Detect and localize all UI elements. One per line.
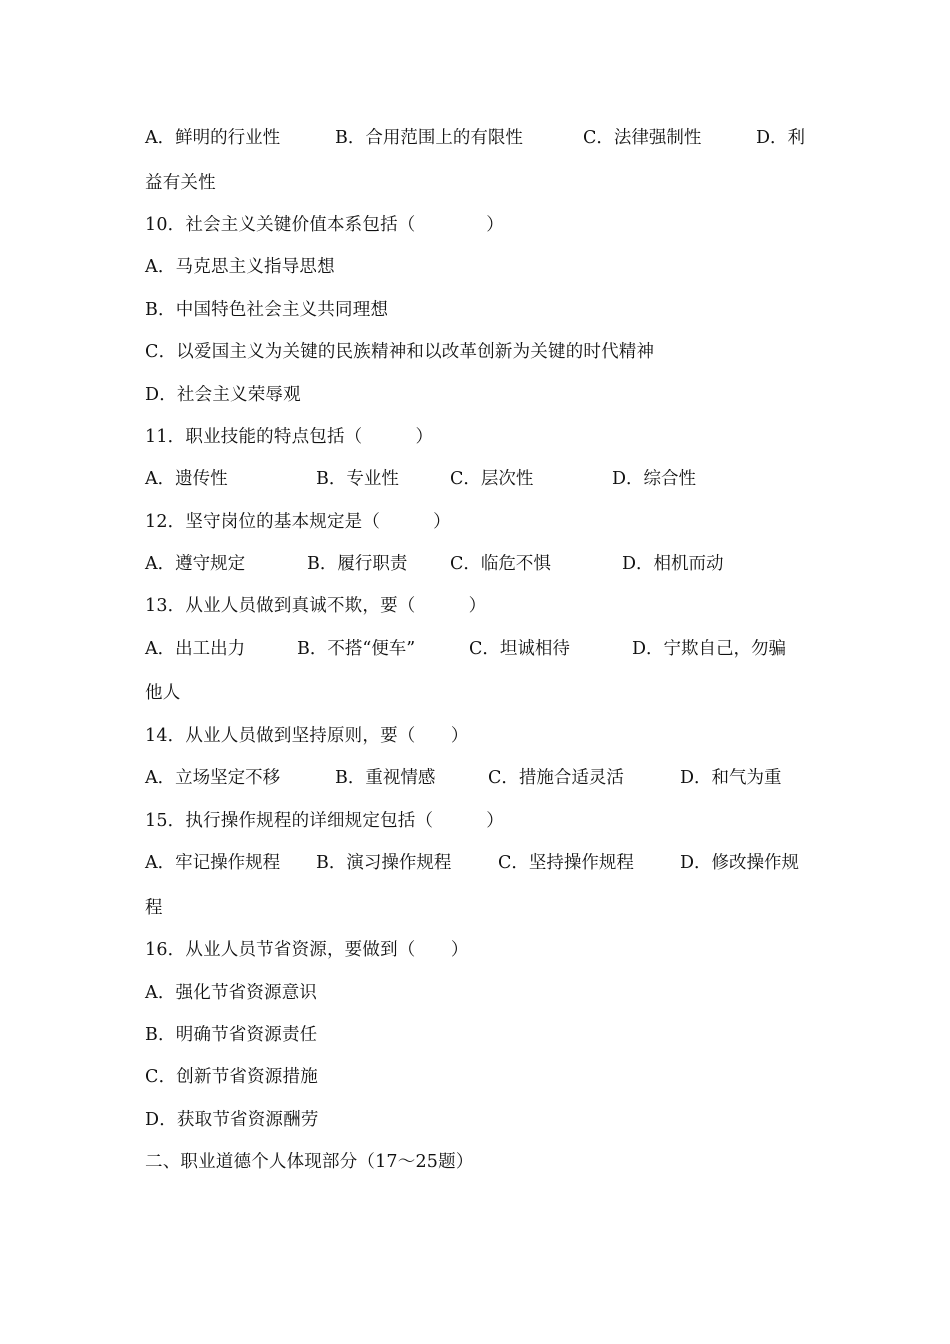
q10-option-c: C．以爱国主义为关键的民族精神和以改革创新为关键的时代精神 [145, 342, 655, 362]
q15-option-d: D．修改操作规 [680, 853, 800, 873]
q13-stem: 13．从业人员做到真诚不欺，要（ ） [145, 596, 487, 616]
q12-option-a: A．遵守规定 [145, 554, 246, 574]
q13-option-d-continued: 他人 [145, 683, 181, 703]
q11-stem: 11．职业技能的特点包括（ ） [145, 427, 434, 447]
q12-option-d: D．相机而动 [622, 554, 724, 574]
q10-option-b: B．中国特色社会主义共同理想 [145, 300, 389, 320]
q16-option-a: A．强化节省资源意识 [145, 983, 318, 1003]
q11-option-c: C．层次性 [450, 469, 534, 489]
q10-option-d: D．社会主义荣辱观 [145, 385, 301, 405]
q13-option-d: D．宁欺自己，勿骗 [632, 639, 787, 659]
q12-stem: 12．坚守岗位的基本规定是（ ） [145, 512, 451, 532]
q16-option-d: D．获取节省资源酬劳 [145, 1110, 319, 1130]
q14-option-c: C．措施合适灵活 [488, 768, 624, 788]
q16-option-b: B．明确节省资源责任 [145, 1025, 318, 1045]
section-heading: 二、职业道德个人体现部分（17～25题） [145, 1152, 474, 1172]
q15-option-c: C．坚持操作规程 [498, 853, 634, 873]
q14-option-b: B．重视情感 [335, 768, 436, 788]
q14-stem: 14．从业人员做到坚持原则，要（ ） [145, 726, 469, 746]
q15-stem: 15．执行操作规程的详细规定包括（ ） [145, 811, 504, 831]
q15-option-b: B．演习操作规程 [316, 853, 452, 873]
q15-option-d-continued: 程 [145, 898, 163, 918]
q16-option-c: C．创新节省资源措施 [145, 1067, 318, 1087]
q14-option-d: D．和气为重 [680, 768, 782, 788]
q16-stem: 16．从业人员节省资源，要做到（ ） [145, 940, 469, 960]
q13-option-a: A．出工出力 [145, 639, 246, 659]
q9-option-d: D．利 [756, 128, 806, 148]
q9-option-b: B．合用范围上的有限性 [335, 128, 523, 148]
q11-option-d: D．综合性 [612, 469, 697, 489]
q9-option-a: A．鲜明的行业性 [145, 128, 281, 148]
q9-option-c: C．法律强制性 [583, 128, 702, 148]
q14-option-a: A．立场坚定不移 [145, 768, 281, 788]
q11-option-a: A．遗传性 [145, 469, 228, 489]
q13-option-c: C．坦诚相待 [469, 639, 570, 659]
q13-option-b: B．不搭“便车” [297, 639, 416, 659]
q11-option-b: B．专业性 [316, 469, 399, 489]
q12-option-b: B．履行职责 [307, 554, 408, 574]
q15-option-a: A．牢记操作规程 [145, 853, 281, 873]
q10-option-a: A．马克思主义指导思想 [145, 257, 335, 277]
q10-stem: 10．社会主义关键价值本系包括（ ） [145, 215, 504, 235]
q9-option-d-continued: 益有关性 [145, 173, 216, 193]
q12-option-c: C．临危不惧 [450, 554, 551, 574]
